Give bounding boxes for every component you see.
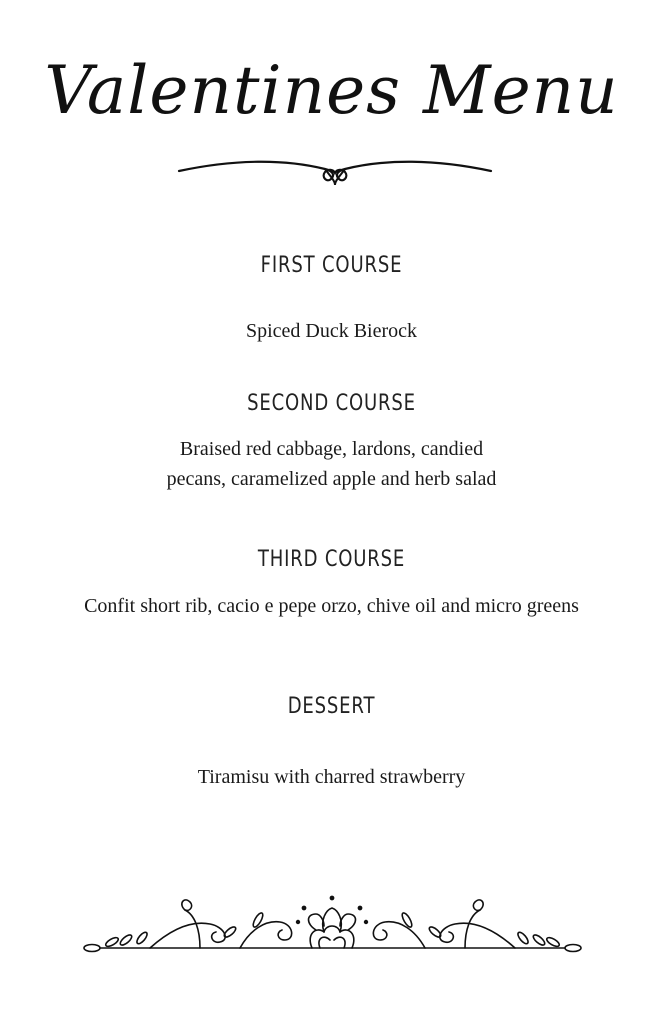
course-item-second: [0, 434, 663, 494]
course-item-second-line-2: pecans, caramelized apple and herb salad: [166, 468, 497, 490]
course-item-third: Confit short rib, cacio e pepe orzo, chive oil and micro greens: [84, 595, 579, 617]
course-item-dessert: Tiramisu with charred strawberry: [197, 766, 466, 788]
course-heading-dessert: DESSERT: [287, 694, 376, 719]
menu-title: Valentines Menu: [44, 52, 619, 129]
course-heading-first: FIRST COURSE: [260, 253, 403, 278]
course-item-second-line-1: Braised red cabbage, lardons, candied: [179, 438, 484, 460]
course-item-first: Spiced Duck Bierock: [245, 320, 418, 342]
heart-swash-icon: [175, 155, 495, 189]
floral-border-icon: [80, 890, 585, 960]
course-heading-third: THIRD COURSE: [257, 547, 406, 572]
course-heading-second: SECOND COURSE: [247, 391, 416, 416]
